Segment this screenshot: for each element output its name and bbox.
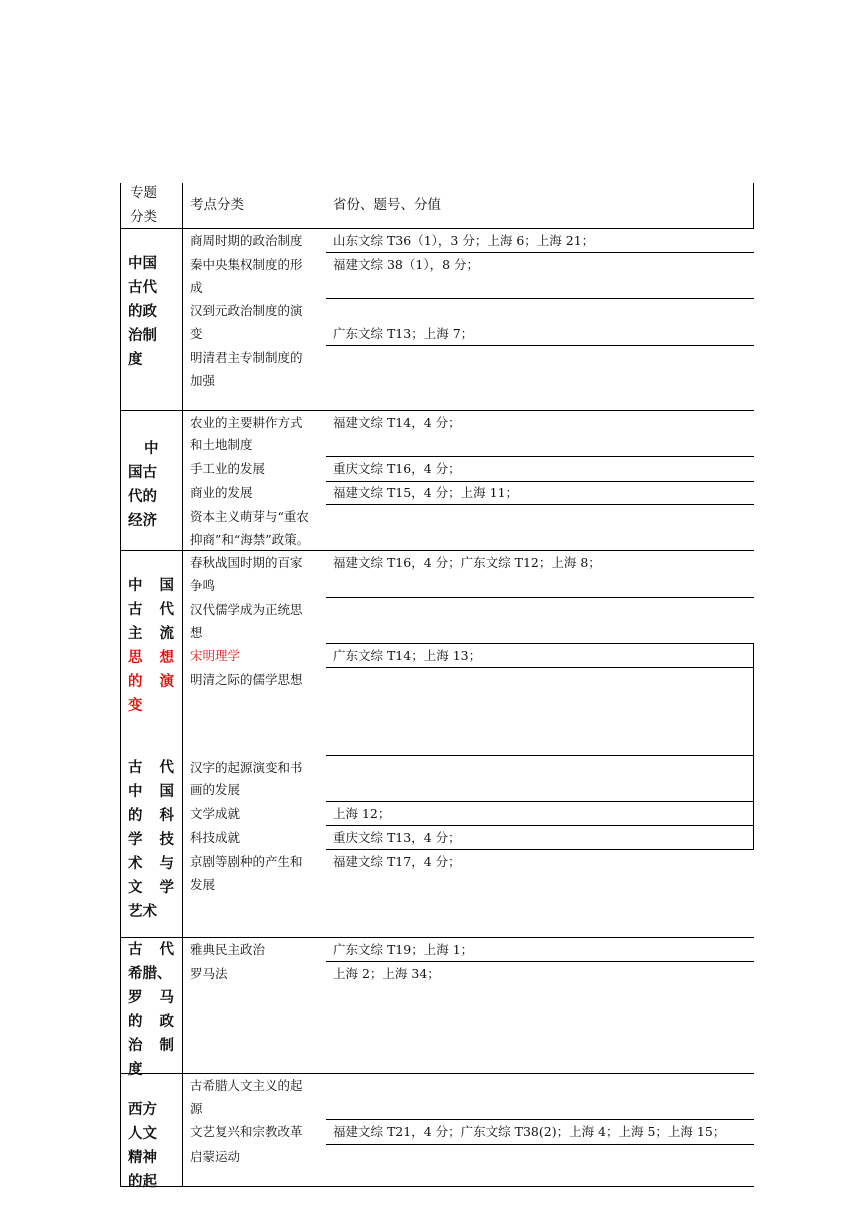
category-line: 古 代 xyxy=(128,760,174,776)
section-category xyxy=(128,756,176,924)
topic-line: 文学成就 xyxy=(190,806,241,821)
table-left-border xyxy=(120,183,121,1187)
value-cell: 山东文综 T36（1），3 分；上海 6；上海 21； xyxy=(333,233,595,248)
topic-line: 想 xyxy=(190,625,203,640)
topic-line: 汉字的起源演变和书 xyxy=(190,760,303,775)
category-line: 度 xyxy=(128,1062,143,1078)
category-line: 艺术 xyxy=(128,904,157,920)
topic-line: 画的发展 xyxy=(190,782,241,797)
category-line: 中国 xyxy=(128,256,157,272)
value-cell: 福建文综 T21，4 分；广东文综 T38(2)；上海 4；上海 5；上海 15； xyxy=(333,1124,726,1139)
category-line: 经济 xyxy=(128,513,157,529)
category-line: 古代 xyxy=(128,280,157,296)
value-cell: 广东文综 T19；上海 1； xyxy=(333,942,474,957)
topic-line: 明清君主专制制度的 xyxy=(190,350,303,365)
section-divider xyxy=(120,1186,754,1187)
table-right-border xyxy=(753,183,754,228)
header-category-line: 分类 xyxy=(130,209,157,225)
category-line: 治 制 xyxy=(128,1038,174,1054)
topic-line: 启蒙运动 xyxy=(190,1149,241,1164)
category-line: 的 政 xyxy=(128,1014,174,1030)
category-line: 的政 xyxy=(128,304,157,320)
section-category xyxy=(128,574,176,718)
topic-line: 源 xyxy=(190,1101,203,1116)
topic-line: 春秋战国时期的百家 xyxy=(190,555,303,570)
topic-line: 明清之际的儒学思想 xyxy=(190,672,303,687)
category-line: 西方 xyxy=(128,1102,157,1118)
header-values: 省份、题号、分值 xyxy=(333,197,441,213)
header-topic: 考点分类 xyxy=(190,197,244,213)
section-category xyxy=(128,437,176,533)
section-category xyxy=(128,252,176,372)
value-cell: 福建文综 38（1），8 分； xyxy=(333,257,480,272)
category-line: 中 xyxy=(144,441,159,457)
topic-line: 京剧等剧种的产生和 xyxy=(190,854,303,869)
category-line: 人文 xyxy=(128,1126,157,1142)
topic-line: 成 xyxy=(190,280,203,295)
category-line: 度 xyxy=(128,352,143,368)
row-divider xyxy=(326,298,754,299)
category-line: 的起 xyxy=(128,1174,157,1190)
category-line: 中 国 xyxy=(128,578,174,594)
category-line: 学 技 xyxy=(128,832,174,848)
topic-line: 商业的发展 xyxy=(190,485,253,500)
topic-line: 争鸣 xyxy=(190,578,216,593)
topic-line: 雅典民主政治 xyxy=(190,942,266,957)
value-cell: 上海 2；上海 34； xyxy=(333,966,440,981)
value-cell: 福建文综 T17，4 分； xyxy=(333,854,461,869)
value-cell: 上海 12； xyxy=(333,806,391,821)
category-line: 代的 xyxy=(128,489,157,505)
topic-line: 发展 xyxy=(190,877,216,892)
topic-line: 抑商”和“海禁”政策。 xyxy=(190,532,310,547)
value-cell: 福建文综 T14，4 分； xyxy=(333,415,461,430)
row-divider xyxy=(326,597,754,598)
value-cell: 重庆文综 T13，4 分； xyxy=(333,830,461,845)
category-line: 中 国 xyxy=(128,784,174,800)
topic-line-highlighted: 宋明理学 xyxy=(190,648,241,663)
category-line: 罗 马 xyxy=(128,990,174,1006)
topic-line: 古希腊人文主义的起 xyxy=(190,1078,303,1093)
row-divider xyxy=(326,755,754,756)
table-right-border xyxy=(753,643,754,850)
category-line: 精神 xyxy=(128,1150,157,1166)
topic-line: 和土地制度 xyxy=(190,437,253,452)
section-category xyxy=(128,1098,176,1194)
category-line-highlighted: 思 想 xyxy=(128,650,174,666)
category-line: 术 与 xyxy=(128,856,174,872)
topic-line: 商周时期的政治制度 xyxy=(190,233,303,248)
category-line-highlighted: 变 xyxy=(128,698,143,714)
topic-line: 罗马法 xyxy=(190,966,228,981)
value-cell: 福建文综 T16，4 分；广东文综 T12；上海 8； xyxy=(333,555,601,570)
category-line: 古 代 xyxy=(128,602,174,618)
table-column-divider xyxy=(182,183,183,1187)
category-line: 主 流 xyxy=(128,626,174,642)
topic-line: 加强 xyxy=(190,373,216,388)
topic-line: 文艺复兴和宗教改革 xyxy=(190,1124,303,1139)
topic-line: 农业的主要耕作方式 xyxy=(190,415,303,430)
category-line: 希腊、 xyxy=(128,966,172,982)
category-line: 国古 xyxy=(128,465,157,481)
topic-line: 科技成就 xyxy=(190,830,241,845)
category-line: 文 学 xyxy=(128,880,174,896)
row-divider xyxy=(326,1144,754,1145)
topic-line: 汉代儒学成为正统思 xyxy=(190,602,303,617)
section-category xyxy=(128,938,176,1082)
value-cell: 福建文综 T15，4 分；上海 11； xyxy=(333,485,519,500)
category-line: 的 科 xyxy=(128,808,174,824)
topic-line: 资本主义萌芽与“重农 xyxy=(190,509,309,524)
topic-line: 变 xyxy=(190,326,203,341)
topic-line: 手工业的发展 xyxy=(190,461,266,476)
header-category-line: 专题 xyxy=(130,185,157,201)
value-cell: 重庆文综 T16，4 分； xyxy=(333,461,461,476)
topic-line: 秦中央集权制度的形 xyxy=(190,257,303,272)
category-line: 治制 xyxy=(128,328,157,344)
category-line: 古 代 xyxy=(128,942,174,958)
topic-line: 汉到元政治制度的演 xyxy=(190,303,303,318)
category-line-highlighted: 的 演 xyxy=(128,674,174,690)
value-cell: 广东文综 T14；上海 13； xyxy=(333,648,482,663)
value-cell: 广东文综 T13；上海 7； xyxy=(333,326,474,341)
